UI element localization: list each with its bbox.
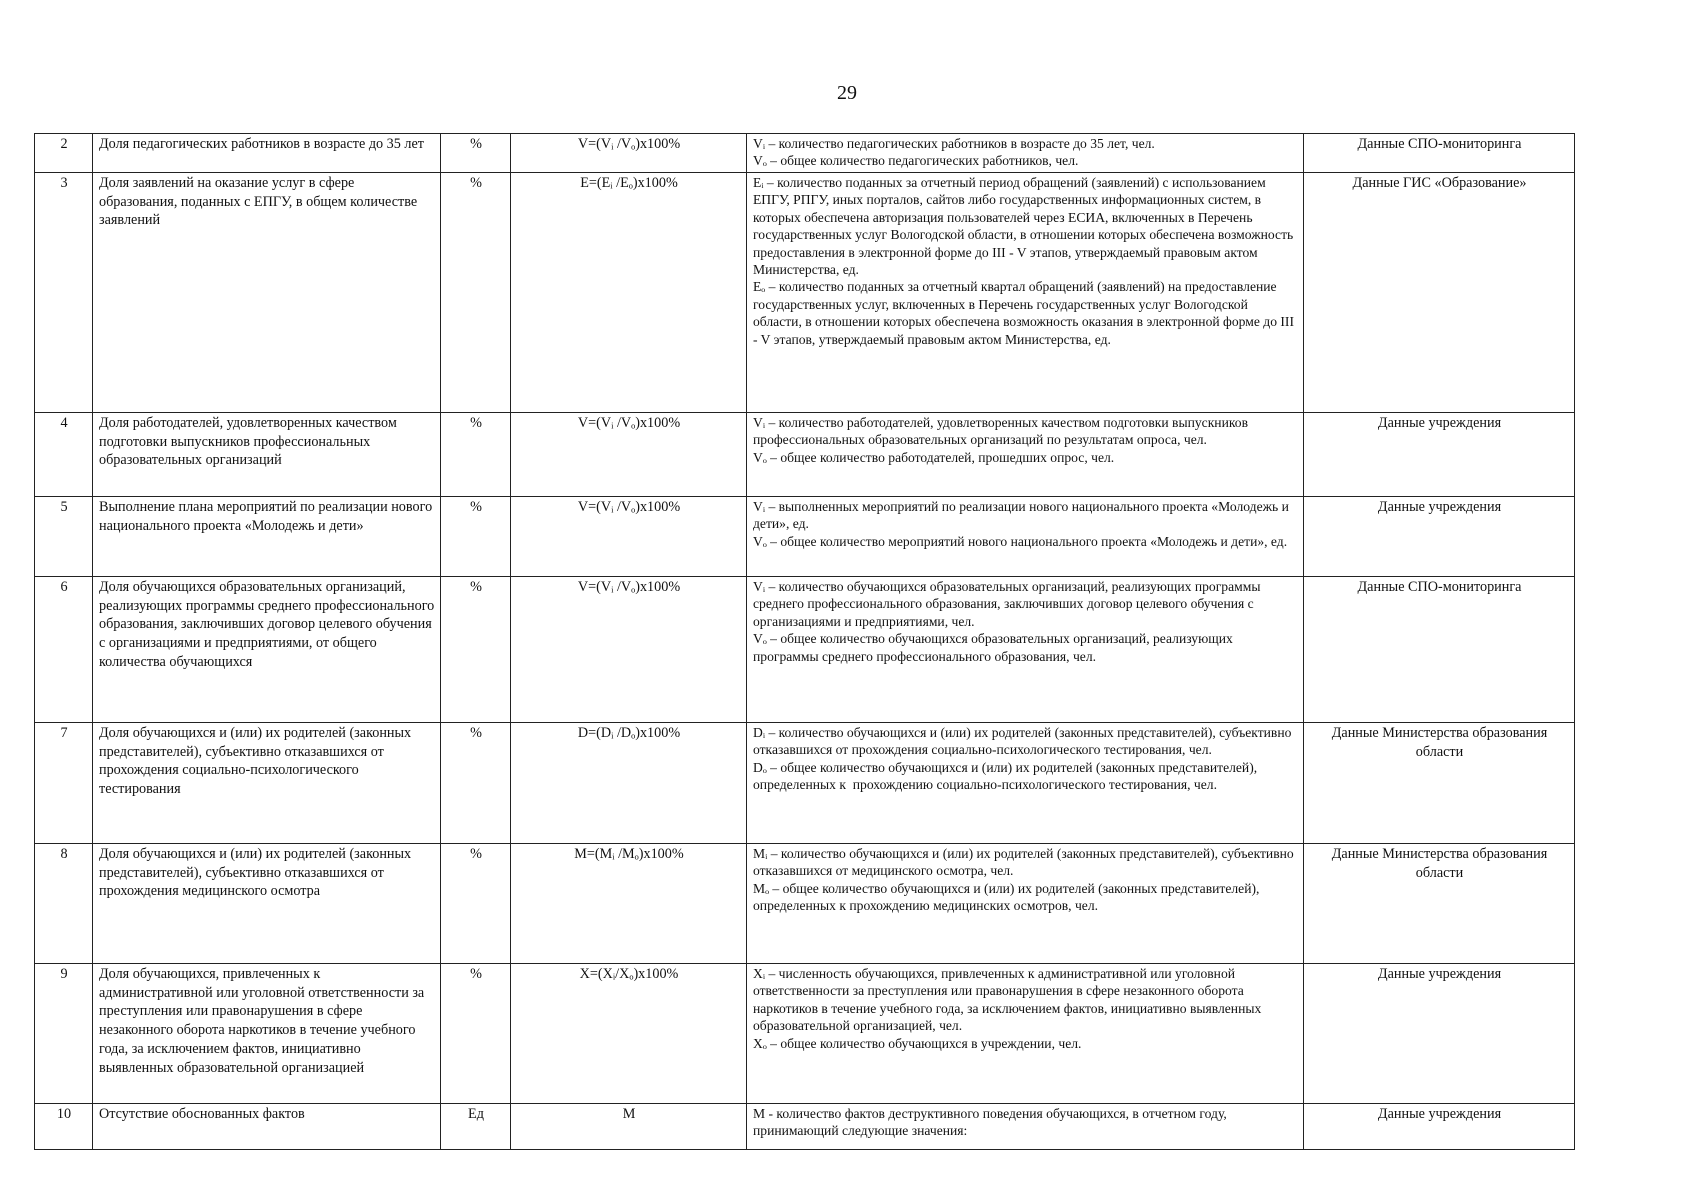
description-line: Vᵢ – количество работодателей, удовлетворенных качеством подготовки выпускников профессиональных образовательных организаций по результатам опроса, чел.	[753, 415, 1252, 448]
description-line: M - количество фактов деструктивного поведения обучающихся, в отчетном году, принимающий следующие значения:	[753, 1106, 1231, 1139]
description-line: Vₒ – общее количество педагогических работников, чел.	[753, 153, 1079, 169]
row-number: 5	[35, 497, 93, 577]
indicator-name: Доля обучающихся и (или) их родителей (законных представителей), субъективно отказавшихся от прохождения социально-психологического тестирования	[93, 723, 441, 844]
indicator-name: Выполнение плана мероприятий по реализации нового национального проекта «Молодежь и дети»	[93, 497, 441, 577]
description-line: Eₒ – количество поданных за отчетный квартал обращений (заявлений) на предоставление государственных услуг, включенных в Перечень государственных услуг Вологодской области, в отношении которых обеспечена возможность оказания в электронной форме до III - V этапов, утверждаемый правовым актом Министерства, ед.	[753, 279, 1298, 347]
row-number: 9	[35, 964, 93, 1104]
formula-description	[747, 497, 1304, 577]
calculation-formula: M=(Mᵢ /Mₒ)x100%	[511, 844, 747, 964]
indicator-name: Доля заявлений на оказание услуг в сфере образования, поданных с ЕПГУ, в общем количестве заявлений	[93, 173, 441, 413]
formula-description	[747, 844, 1304, 964]
page-number: 29	[837, 82, 857, 104]
data-source: Данные учреждения	[1304, 413, 1575, 497]
calculation-formula: M	[511, 1104, 747, 1150]
description-line: Xᵢ – численность обучающихся, привлеченных к административной или уголовной ответственности за преступления или правонарушения в сфере незаконного оборота наркотиков в течение учебного года, за исключением фактов, инициативно выявленных образовательной организацией, чел.	[753, 966, 1265, 1034]
data-source: Данные Министерства образования области	[1304, 723, 1575, 844]
table-row	[35, 577, 1575, 723]
unit-of-measure: %	[441, 723, 511, 844]
formula-description	[747, 1104, 1304, 1150]
row-number: 8	[35, 844, 93, 964]
row-number: 7	[35, 723, 93, 844]
formula-description	[747, 723, 1304, 844]
indicator-name: Доля обучающихся и (или) их родителей (законных представителей), субъективно отказавшихся от прохождения медицинского осмотра	[93, 844, 441, 964]
row-number: 2	[35, 134, 93, 173]
indicator-name: Доля педагогических работников в возрасте до 35 лет	[93, 134, 441, 173]
data-source: Данные учреждения	[1304, 964, 1575, 1104]
unit-of-measure: %	[441, 577, 511, 723]
description-line: Xₒ – общее количество обучающихся в учреждении, чел.	[753, 1035, 1082, 1051]
description-line: Vₒ – общее количество мероприятий нового национального проекта «Молодежь и дети», ед.	[753, 533, 1288, 549]
calculation-formula: E=(Eᵢ /Eₒ)x100%	[511, 173, 747, 413]
description-line: Dₒ – общее количество обучающихся и (или) их родителей (законных представителей), определенных к прохождению социально-психологического тестирования, чел.	[753, 759, 1261, 793]
table-row	[35, 964, 1575, 1104]
calculation-formula: X=(Xᵢ/Xₒ)x100%	[511, 964, 747, 1104]
indicator-name: Доля обучающихся образовательных организаций, реализующих программы среднего профессионального образования, заключивших договор целевого обучения с организациями и предприятиями, от общего количества обучающихся	[93, 577, 441, 723]
description-line: Mᵢ – количество обучающихся и (или) их родителей (законных представителей), субъективно отказавшихся от медицинского осмотра, чел.	[753, 846, 1298, 879]
unit-of-measure: %	[441, 134, 511, 173]
row-number: 4	[35, 413, 93, 497]
indicator-name: Доля обучающихся, привлеченных к административной или уголовной ответственности за преступления или правонарушения в сфере незаконного оборота наркотиков в течение учебного года, за исключением фактов, инициативно выявленных образовательной организацией	[93, 964, 441, 1104]
data-source: Данные учреждения	[1304, 1104, 1575, 1150]
description-line: Vₒ – общее количество обучающихся образовательных организаций, реализующих программы среднего профессионального образования, чел.	[753, 631, 1237, 664]
indicator-name: Доля работодателей, удовлетворенных качеством подготовки выпускников профессиональных образовательных организаций	[93, 413, 441, 497]
calculation-formula: V=(Vᵢ /Vₒ)x100%	[511, 413, 747, 497]
formula-description	[747, 134, 1304, 173]
unit-of-measure: %	[441, 497, 511, 577]
formula-description	[747, 964, 1304, 1104]
calculation-formula: V=(Vᵢ /Vₒ)x100%	[511, 577, 747, 723]
description-line: Vᵢ – количество педагогических работников в возрасте до 35 лет, чел.	[753, 136, 1155, 151]
indicators-table	[34, 133, 1575, 1150]
row-number: 10	[35, 1104, 93, 1150]
data-source: Данные СПО-мониторинга	[1304, 577, 1575, 723]
data-source: Данные ГИС «Образование»	[1304, 173, 1575, 413]
indicator-name: Отсутствие обоснованных фактов	[93, 1104, 441, 1150]
formula-description	[747, 577, 1304, 723]
table-row	[35, 173, 1575, 413]
data-source: Данные учреждения	[1304, 497, 1575, 577]
data-source: Данные Министерства образования области	[1304, 844, 1575, 964]
row-number: 6	[35, 577, 93, 723]
description-line: Vₒ – общее количество работодателей, прошедших опрос, чел.	[753, 449, 1115, 465]
formula-description	[747, 413, 1304, 497]
unit-of-measure: %	[441, 844, 511, 964]
table-row	[35, 844, 1575, 964]
description-line: Eᵢ – количество поданных за отчетный период обращений (заявлений) с использованием ЕПГУ, РПГУ, иных порталов, сайтов либо государственных информационных систем, в которых обеспечена авторизация пользователей через ЕСИА, включенных в Перечень государственных услуг Вологодской области, в отношении которых обеспечена возможность предоставления в электронной форме до III - V этапов, утверждаемый правовым актом Министерства, ед.	[753, 175, 1297, 277]
description-line: Vᵢ – выполненных мероприятий по реализации нового национального проекта «Молодежь и дети», ед.	[753, 499, 1293, 532]
unit-of-measure: %	[441, 964, 511, 1104]
description-line: Mₒ – общее количество обучающихся и (или) их родителей (законных представителей), определенных к прохождению медицинских осмотров, чел.	[753, 880, 1263, 914]
table-row	[35, 497, 1575, 577]
table-row	[35, 134, 1575, 173]
table-row	[35, 1104, 1575, 1150]
description-line: Dᵢ – количество обучающихся и (или) их родителей (законных представителей), субъективно отказавшихся от прохождения социально-психологического тестирования, чел.	[753, 725, 1295, 758]
table-row	[35, 723, 1575, 844]
table-row	[35, 413, 1575, 497]
calculation-formula: V=(Vᵢ /Vₒ)x100%	[511, 134, 747, 173]
calculation-formula: V=(Vᵢ /Vₒ)x100%	[511, 497, 747, 577]
row-number: 3	[35, 173, 93, 413]
calculation-formula: D=(Dᵢ /Dₒ)x100%	[511, 723, 747, 844]
description-line: Vᵢ – количество обучающихся образовательных организаций, реализующих программы среднего профессионального образования, заключивших договор целевого обучения с организациями и предприятиями, чел.	[753, 579, 1264, 629]
unit-of-measure: %	[441, 173, 511, 413]
data-source: Данные СПО-мониторинга	[1304, 134, 1575, 173]
unit-of-measure: %	[441, 413, 511, 497]
formula-description	[747, 173, 1304, 413]
unit-of-measure: Ед	[441, 1104, 511, 1150]
